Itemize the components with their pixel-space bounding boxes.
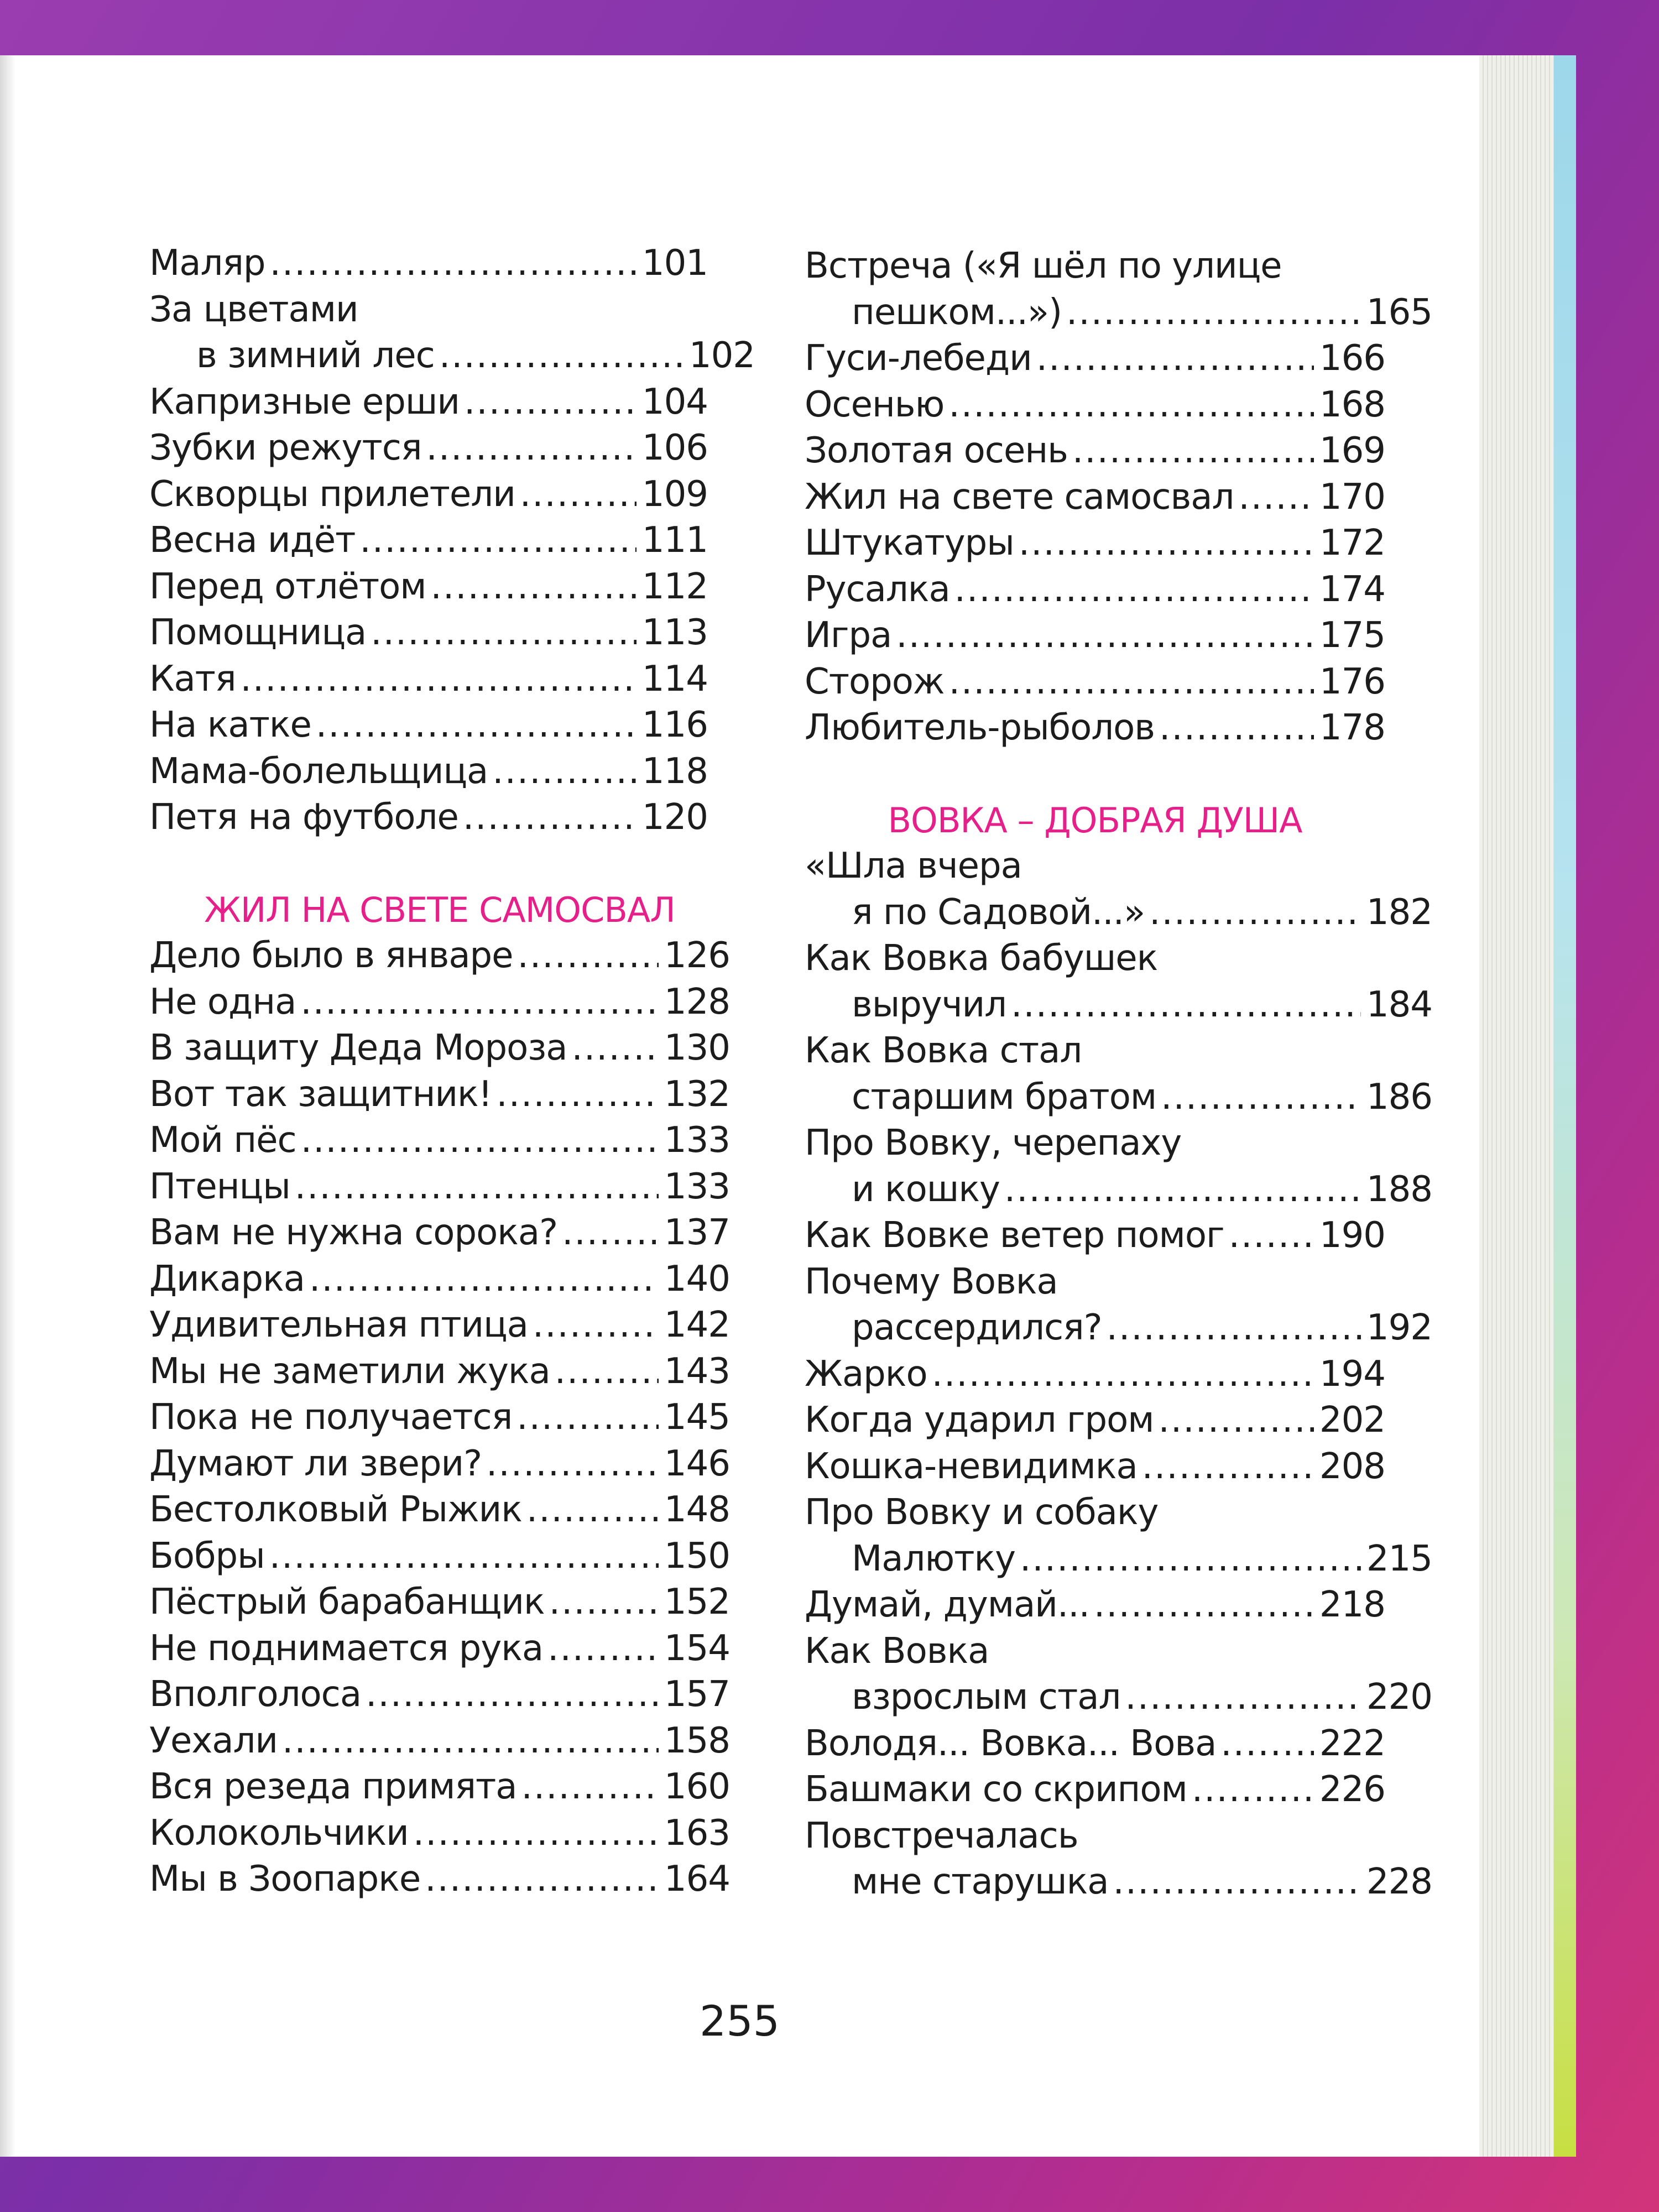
toc-entry-page: 128 — [664, 981, 730, 1022]
dot-leader — [533, 1302, 659, 1349]
toc-entry[interactable] — [805, 1444, 1385, 1490]
dot-leader — [1220, 1721, 1314, 1767]
toc-entry[interactable] — [149, 1718, 730, 1765]
dot-leader — [413, 1811, 659, 1857]
toc-entry-page: 160 — [664, 1766, 730, 1807]
toc-entry-title: На катке — [149, 705, 311, 745]
dot-leader — [426, 425, 636, 472]
toc-entry-title: Сторож — [805, 661, 945, 702]
dot-leader — [431, 564, 637, 611]
toc-entry-title-line: Как Вовка бабушек — [805, 938, 1158, 979]
toc-entry-page: 218 — [1319, 1584, 1385, 1625]
toc-entry[interactable] — [149, 333, 755, 379]
toc-entry-title: я по Садовой...» — [852, 891, 1145, 933]
toc-entry-title: Уехали — [149, 1720, 278, 1761]
toc-entry[interactable] — [149, 1579, 730, 1626]
toc-entry[interactable] — [149, 1811, 730, 1857]
dot-leader — [520, 472, 637, 518]
toc-entry[interactable] — [805, 1859, 1432, 1906]
toc-entry[interactable] — [149, 795, 708, 841]
toc-entry[interactable] — [149, 1164, 730, 1211]
toc-entry-page: 168 — [1319, 384, 1385, 425]
toc-entry-page: 208 — [1319, 1446, 1385, 1487]
dot-leader — [571, 1025, 658, 1072]
toc-entry-page: 188 — [1366, 1168, 1432, 1210]
toc-entry-page: 132 — [664, 1073, 730, 1115]
toc-entry-page: 175 — [1319, 615, 1385, 656]
toc-left-column — [149, 241, 755, 1903]
dot-leader — [1192, 1767, 1314, 1813]
toc-entry-page: 215 — [1366, 1538, 1432, 1579]
toc-entry-title: Малютку — [852, 1538, 1016, 1579]
toc-entry-title: Штукатуры — [805, 523, 1014, 564]
toc-entry-title: Гуси-лебеди — [805, 338, 1032, 379]
dot-leader — [371, 610, 637, 656]
toc-entry-title-line: «Шла вчера — [805, 846, 1022, 886]
toc-entry-title-line: Про Вовку, черепаху — [805, 1123, 1182, 1164]
dot-leader — [492, 749, 637, 795]
dot-leader — [518, 933, 659, 979]
dot-leader — [269, 241, 636, 287]
toc-entry-title: Вполголоса — [149, 1674, 362, 1715]
toc-entry-title: Капризные ерши — [149, 381, 460, 422]
section-title: ВОВКА – ДОБРАЯ ДУША — [888, 800, 1302, 841]
toc-entry-title: взрослым стал — [852, 1677, 1121, 1718]
toc-entry[interactable] — [149, 1025, 730, 1072]
dot-leader — [1004, 1167, 1361, 1213]
toc-entry-title: Скворцы прилетели — [149, 473, 515, 515]
toc-entry-title: Бестолковый Рыжик — [149, 1489, 522, 1530]
toc-entry-page: 118 — [641, 750, 708, 792]
dot-leader — [949, 659, 1314, 706]
toc-entry-page: 164 — [664, 1859, 730, 1900]
dot-leader — [464, 379, 637, 426]
toc-entry-title: Башмаки со скрипом — [805, 1769, 1187, 1810]
dot-leader — [521, 1764, 659, 1811]
toc-entry-title: Вся резеда примята — [149, 1766, 517, 1807]
toc-entry-page: 130 — [664, 1027, 730, 1068]
toc-entry[interactable] — [805, 290, 1432, 336]
toc-entry[interactable] — [149, 1302, 730, 1349]
toc-entry-page: 157 — [664, 1674, 730, 1715]
toc-entry-page: 176 — [1319, 661, 1385, 702]
toc-entry-page: 172 — [1319, 523, 1385, 564]
toc-entry[interactable] — [149, 518, 708, 564]
toc-entry-page: 106 — [641, 427, 708, 468]
toc-entry[interactable] — [149, 1764, 730, 1811]
toc-entry[interactable] — [805, 890, 1432, 936]
toc-entry-title: Катя — [149, 658, 236, 700]
dot-leader — [240, 656, 636, 703]
toc-entry-page: 194 — [1319, 1353, 1385, 1395]
toc-entry-title: Осенью — [805, 384, 945, 425]
toc-entry-title-line: Встреча («Я шёл по улице — [805, 246, 1282, 286]
toc-entry[interactable] — [149, 1256, 730, 1303]
toc-entry-title: Дело было в январе — [149, 935, 513, 976]
toc-entry[interactable] — [149, 1856, 730, 1903]
toc-entry-title: в зимний лес — [196, 335, 435, 376]
toc-entry[interactable] — [149, 425, 708, 472]
toc-entry-title: выручил — [852, 984, 1007, 1025]
toc-entry-title: Как Вовке ветер помог — [805, 1215, 1224, 1256]
dot-leader — [1149, 890, 1361, 936]
toc-entry-title: Маляр — [149, 243, 265, 284]
page-number: 255 — [699, 1996, 780, 2046]
toc-entry-title: Жил на свете самосвал — [805, 476, 1234, 518]
toc-entry[interactable] — [805, 474, 1385, 521]
toc-entry[interactable] — [805, 1305, 1432, 1352]
dot-leader — [496, 1072, 659, 1118]
toc-entry-title: Кошка-невидимка — [805, 1446, 1138, 1487]
dot-leader — [269, 1533, 659, 1580]
dot-leader — [1113, 1859, 1360, 1906]
toc-entry-page: 186 — [1366, 1076, 1432, 1118]
toc-entry-title: Жарко — [805, 1353, 927, 1395]
toc-entry-title-line: Как Вовка стал — [805, 1030, 1082, 1071]
dot-leader — [517, 1395, 659, 1441]
toc-entry[interactable] — [149, 1533, 730, 1580]
toc-entry-title-line: Повстречалась — [805, 1815, 1078, 1856]
dot-leader — [1238, 474, 1314, 521]
toc-entry-page: 202 — [1319, 1400, 1385, 1441]
toc-entry-title: Мама-болельщица — [149, 750, 488, 792]
toc-entry-title: Не поднимается рука — [149, 1627, 544, 1669]
toc-entry-page: 152 — [664, 1582, 730, 1623]
toc-entry[interactable] — [149, 564, 708, 611]
toc-entry-title: В защиту Деда Мороза — [149, 1027, 567, 1068]
dot-leader — [948, 382, 1313, 429]
toc-entry-title-line: Почему Вовка — [805, 1261, 1058, 1302]
toc-entry-title-line: Про Вовку и собаку — [805, 1492, 1159, 1533]
toc-entry-title: Петя на футболе — [149, 797, 458, 838]
toc-entry[interactable] — [149, 933, 730, 979]
page-gutter-shadow — [0, 55, 15, 2157]
toc-entry[interactable] — [149, 1672, 730, 1718]
toc-entry-page: 112 — [641, 566, 708, 607]
dot-leader — [1161, 1074, 1361, 1121]
toc-entry-title: и кошку — [852, 1168, 1000, 1210]
toc-entry-page: 101 — [641, 243, 708, 284]
toc-entry-page: 148 — [664, 1489, 730, 1530]
toc-entry[interactable] — [149, 241, 708, 287]
toc-entry-title: рассердился? — [852, 1307, 1102, 1348]
toc-entry[interactable] — [805, 1074, 1432, 1121]
toc-entry[interactable] — [149, 379, 708, 426]
toc-entry-title: Любитель-рыболов — [805, 707, 1155, 748]
toc-entry-title: Бобры — [149, 1535, 265, 1577]
dot-leader — [463, 795, 637, 841]
dot-leader — [1229, 1213, 1314, 1259]
dot-leader — [555, 1349, 659, 1395]
toc-entry-title: Помощница — [149, 612, 367, 653]
toc-entry[interactable] — [805, 567, 1385, 613]
toc-entry-title: пешком...») — [852, 291, 1062, 333]
dot-leader — [954, 567, 1314, 613]
toc-entry-title: Мой пёс — [149, 1120, 296, 1161]
toc-entry-title: Птенцы — [149, 1166, 290, 1207]
toc-entry[interactable] — [149, 1210, 730, 1256]
toc-entry[interactable] — [805, 1582, 1385, 1629]
toc-entry-page: 114 — [641, 658, 708, 700]
toc-entry[interactable] — [149, 1487, 730, 1533]
toc-entry-page: 163 — [664, 1812, 730, 1854]
toc-entry-page: 133 — [664, 1120, 730, 1161]
toc-entry[interactable] — [149, 1072, 730, 1118]
toc-entry-page: 102 — [688, 335, 755, 376]
toc-entry-title: Весна идёт — [149, 520, 356, 561]
dot-leader — [1066, 290, 1361, 336]
toc-entry[interactable] — [149, 610, 708, 656]
dot-leader — [1125, 1674, 1360, 1721]
dot-leader — [486, 1441, 659, 1488]
toc-entry[interactable] — [805, 982, 1432, 1029]
toc-entry-page: 142 — [664, 1305, 730, 1345]
dot-leader — [1159, 705, 1314, 752]
dot-leader — [562, 1210, 659, 1256]
toc-entry-page: 154 — [664, 1627, 730, 1669]
toc-entry[interactable] — [805, 1674, 1432, 1721]
toc-entry[interactable] — [149, 749, 708, 795]
dot-leader — [1011, 982, 1361, 1029]
toc-entry[interactable] — [805, 382, 1385, 429]
toc-entry-title: Когда ударил гром — [805, 1400, 1154, 1441]
toc-entry-page: 170 — [1319, 476, 1385, 518]
dot-leader — [1019, 520, 1314, 567]
toc-entry-title: Перед отлётом — [149, 566, 426, 607]
dot-leader — [1159, 1397, 1314, 1444]
toc-entry-page: 111 — [641, 520, 708, 561]
toc-entry[interactable] — [805, 659, 1385, 706]
toc-entry-page: 133 — [664, 1166, 730, 1207]
toc-entry-page: 166 — [1319, 338, 1385, 379]
toc-entry-page: 143 — [664, 1350, 730, 1392]
toc-entry[interactable] — [149, 1349, 730, 1395]
toc-entry[interactable] — [149, 1441, 730, 1488]
dot-leader — [896, 613, 1314, 659]
dot-leader — [549, 1579, 659, 1626]
dot-leader — [366, 1672, 659, 1718]
toc-entry-page: 146 — [664, 1443, 730, 1484]
dot-leader — [300, 979, 659, 1026]
toc-entry-title: Русалка — [805, 568, 950, 610]
dot-leader — [309, 1256, 659, 1303]
toc-entry[interactable] — [149, 702, 708, 749]
toc-entry-title: Мы в Зоопарке — [149, 1859, 421, 1900]
toc-entry[interactable] — [805, 520, 1385, 567]
toc-right-column — [805, 243, 1432, 1906]
dot-leader — [425, 1856, 659, 1903]
toc-entry-page: 145 — [664, 1397, 730, 1438]
toc-entry-title: Думай, думай... — [805, 1584, 1089, 1625]
toc-entry-title: Удивительная птица — [149, 1305, 528, 1345]
toc-entry-title: Вот так защитник! — [149, 1073, 492, 1115]
toc-entry-page: 120 — [641, 797, 708, 838]
toc-entry[interactable] — [805, 1536, 1432, 1583]
section-spacer — [805, 752, 1385, 797]
dot-leader — [282, 1718, 659, 1765]
toc-entry-page: 182 — [1366, 891, 1432, 933]
toc-entry-page: 116 — [641, 705, 708, 745]
dot-leader — [1072, 428, 1314, 474]
dot-leader — [301, 1118, 659, 1164]
toc-entry-title: Мы не заметили жука — [149, 1350, 550, 1392]
toc-entry[interactable] — [149, 979, 730, 1026]
toc-entry-page: 222 — [1319, 1723, 1385, 1764]
toc-entry[interactable] — [149, 472, 708, 518]
toc-entry[interactable] — [149, 1118, 730, 1164]
toc-entry-title: Пока не получается — [149, 1397, 513, 1438]
toc-entry-page: 158 — [664, 1720, 730, 1761]
toc-entry-page: 109 — [641, 473, 708, 515]
toc-entry-page: 220 — [1366, 1677, 1432, 1718]
dot-leader — [316, 702, 637, 749]
dot-leader — [1036, 336, 1314, 382]
toc-entry-page: 140 — [664, 1258, 730, 1300]
toc-entry-page: 137 — [664, 1212, 730, 1253]
toc-entry-page: 169 — [1319, 430, 1385, 471]
toc-entry-page: 113 — [641, 612, 708, 653]
toc-entry-title: Вам не нужна сорока? — [149, 1212, 558, 1253]
toc-entry-page: 126 — [664, 935, 730, 976]
toc-entry[interactable] — [805, 1397, 1385, 1444]
toc-entry-page: 150 — [664, 1535, 730, 1577]
dot-leader — [295, 1164, 659, 1211]
toc-entry-title-line: За цветами — [149, 289, 358, 330]
toc-entry-page: 104 — [641, 381, 708, 422]
section-spacer — [149, 841, 730, 887]
toc-entry-title: Золотая осень — [805, 430, 1068, 471]
toc-entry-title: Колокольчики — [149, 1812, 409, 1854]
toc-entry-title-line: Как Вовка — [805, 1630, 989, 1672]
toc-entry[interactable] — [805, 705, 1385, 752]
dot-leader — [1142, 1444, 1314, 1490]
section-title: ЖИЛ НА СВЕТЕ САМОСВАЛ — [204, 889, 675, 930]
toc-entry-page: 174 — [1319, 568, 1385, 610]
toc-entry[interactable] — [805, 1721, 1385, 1767]
page-edge-tint — [1554, 55, 1576, 2157]
toc-entry-title: Не одна — [149, 981, 296, 1022]
toc-entry-page: 165 — [1366, 291, 1432, 333]
toc-entry-page: 226 — [1319, 1769, 1385, 1810]
dot-leader — [439, 333, 684, 379]
toc-entry-page: 228 — [1366, 1861, 1432, 1902]
toc-entry[interactable] — [805, 1767, 1385, 1813]
toc-entry-title: Дикарка — [149, 1258, 305, 1300]
toc-entry-title: Игра — [805, 615, 892, 656]
toc-entry[interactable] — [149, 1626, 730, 1672]
toc-entry[interactable] — [149, 1395, 730, 1441]
dot-leader — [1094, 1582, 1314, 1629]
toc-entry-title: Пёстрый барабанщик — [149, 1582, 545, 1623]
dot-leader — [526, 1487, 659, 1533]
toc-entry[interactable] — [805, 613, 1385, 659]
toc-entry[interactable] — [149, 656, 708, 703]
dot-leader — [1020, 1536, 1361, 1583]
dot-leader — [359, 518, 636, 564]
dot-leader — [547, 1626, 659, 1672]
toc-entry-page: 190 — [1319, 1215, 1385, 1256]
toc-entry[interactable] — [805, 336, 1385, 382]
toc-entry-page: 184 — [1366, 984, 1432, 1025]
toc-entry[interactable] — [805, 428, 1385, 474]
toc-entry-page: 192 — [1366, 1307, 1432, 1348]
dot-leader — [1107, 1305, 1361, 1352]
toc-entry[interactable] — [805, 1352, 1385, 1398]
toc-entry-title: Володя... Вовка... Вова — [805, 1723, 1217, 1764]
toc-entry-page: 178 — [1319, 707, 1385, 748]
toc-entry[interactable] — [805, 1167, 1432, 1213]
toc-entry-title: мне старушка — [852, 1861, 1109, 1902]
toc-entry-title: Зубки режутся — [149, 427, 422, 468]
toc-entry[interactable] — [805, 1213, 1385, 1259]
toc-entry-title: старшим братом — [852, 1076, 1157, 1118]
dot-leader — [932, 1352, 1314, 1398]
toc-entry-title: Думают ли звери? — [149, 1443, 482, 1484]
